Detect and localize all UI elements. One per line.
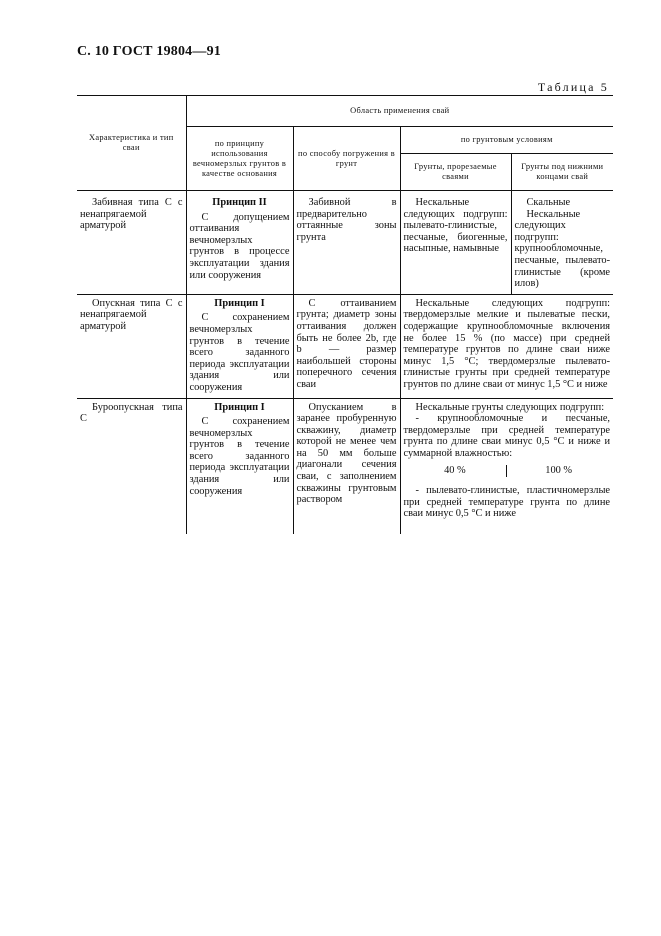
soils-cell [400,398,613,534]
principle-text: С сохранением вечномерзлых грунтов в течение всего заданного периода эксплуатации здания или сооружения [189,416,290,497]
humidity-value: 40 % [444,465,466,477]
principle-title: Принцип I [214,401,265,413]
principle-text: С допущением оттаивания вечномерзлых грунтов в процессе эксплуатации здания или сооружения [189,211,290,281]
pile-type-cell: Забивная типа С с ненапрягаемой арматурой [80,197,183,232]
humidity-values [404,465,611,477]
header-characteristic: Характеристика и тип сваи [77,96,186,191]
soils-intro: Нескальные грунты следующих подгрупп: [415,401,605,413]
method-cell: Опусканием в заранее пробуренную скважину, диаметр которой не менее чем на 50 мм больше диагонали сечения сваи, с заполнением скважины грунтовым раствором [293,398,400,534]
principle-cell [186,398,293,534]
soils-lower-title: Скальные [526,197,571,208]
soils-pierced-cell: Нескальные следующих подгрупп: пылевато-глинистые, песчаные, биогенные, насыпные, намывные [400,191,511,295]
header-by-method: по способу погружения в грунт [293,127,400,191]
soils-item: - пылевато-глинистые, пластичномерзлые при средней температуре грунта по длине сваи минус 0,5 °С и ниже [403,485,611,520]
table-row [77,398,613,534]
table-label: Таблица 5 [537,80,609,94]
piles-table [77,95,613,534]
principle-title: Принцип I [214,297,265,309]
pile-type-cell: Опускная типа С с ненапрягаемой арматурой [77,294,186,398]
principle-cell [186,294,293,398]
header-soils-lower-ends: Грунты под нижними концами свай [511,154,613,191]
table-row [77,191,613,295]
method-cell: С оттаиванием грунта; диаметр зоны оттаивания должен быть не более 2b, где b — размер наибольшей стороны поперечного сечения сваи [293,294,400,398]
soils-cell: Нескальные следующих подгрупп: твердомерзлые мелкие и пылеватые пески, содержащие крупнообломочные включения не более 15 % (по массе) при средней температуре грунтов по длине сваи ниже минус 1,5 °С; твердомерзлые пылевато-глинистые грунты при средней температуре грунтов по длине сваи от минус 1,5 °С и ниже [400,294,613,398]
humidity-value: 100 % [506,465,610,477]
soils-item: - крупнообломочные и песчаные, твердомерзлые при средней температуре грунта по длине сваи минус 0,5 °С и ниже и суммарной влажностью: [403,413,611,459]
method-cell: Забивной в предварительно оттаянные зоны грунта [293,191,400,295]
pile-type-cell: Буроопускная типа С [77,398,186,534]
principle-title: Принцип II [212,197,267,208]
header-by-principle: по принципу использования вечномерзлых грунтов в качестве основания [186,127,293,191]
header-by-soil: по грунтовым условиям [400,127,613,154]
soils-lower-cell [511,191,613,295]
header-scope: Область применения свай [186,96,613,127]
soils-lower-text: Нескальные следующих подгрупп: крупнообломочные, песчаные, пылевато-глинистые (кроме илов) [514,208,611,290]
page-header: С. 10 ГОСТ 19804—91 [77,44,221,59]
principle-text: С сохранением вечномерзлых грунтов в течение всего заданного периода эксплуатации здания или сооружения [189,312,290,393]
principle-cell [186,191,293,295]
header-soils-pierced: Грунты, прорезаемые сваями [400,154,511,191]
table-row [77,294,613,398]
